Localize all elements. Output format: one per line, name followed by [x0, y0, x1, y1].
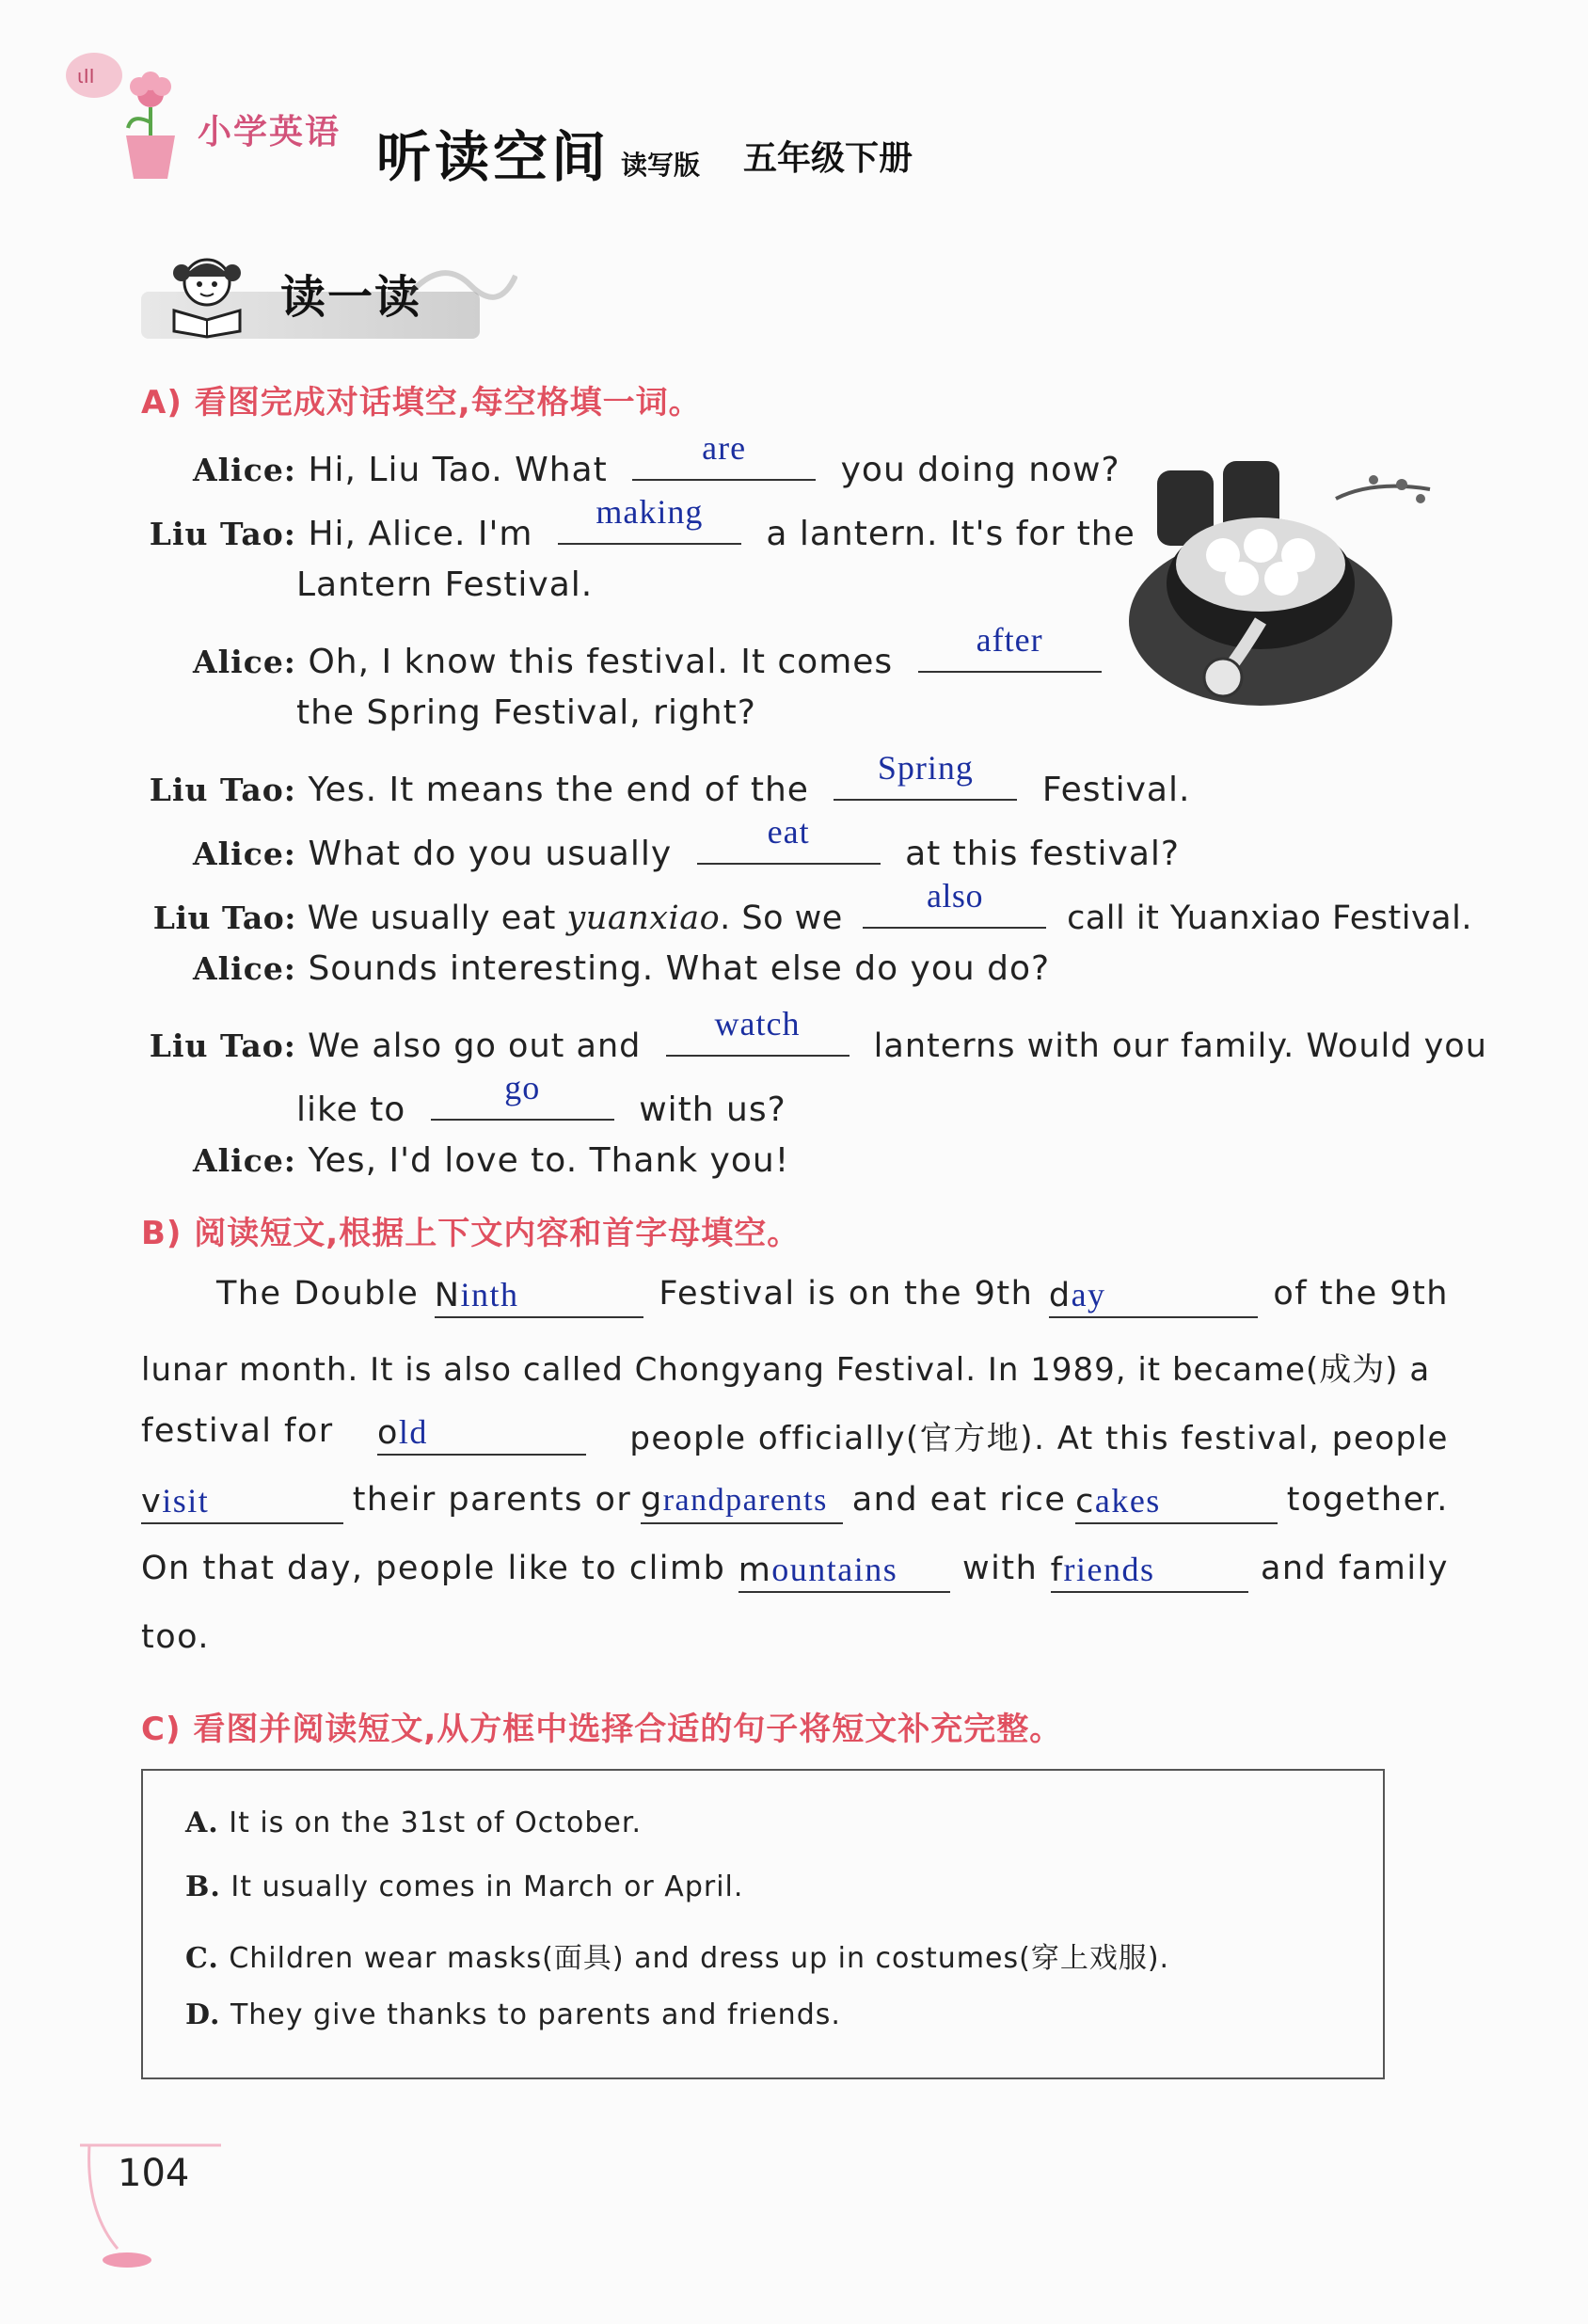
initial-letter: g [640, 1481, 663, 1519]
answer-blank[interactable] [697, 813, 881, 865]
handwritten-answer: Spring [877, 749, 974, 787]
option-letter: A. [185, 1807, 219, 1839]
passage-text: with [962, 1550, 1039, 1587]
line-text-after: lanterns with our family. Would you [873, 1027, 1487, 1065]
line-text-before: like to [296, 1090, 406, 1129]
handwritten-answer: after [976, 621, 1043, 659]
line-text-before: We also go out and [308, 1027, 642, 1065]
option-text: It usually comes in March or April. [230, 1870, 744, 1903]
speaker-label: Alice: [193, 1142, 296, 1179]
header [56, 38, 997, 188]
handwritten-answer: watch [714, 1005, 801, 1043]
speaker-label: Alice: [193, 452, 296, 488]
handwritten-answer: are [702, 429, 747, 467]
answer-blank[interactable] [558, 493, 741, 545]
banner-deco [405, 257, 517, 313]
italic-word: yuanxiao [566, 899, 721, 937]
handwritten-answer: ld [398, 1413, 428, 1451]
initial-letter-blank[interactable] [435, 1275, 643, 1318]
handwritten-answer: ountains [771, 1551, 898, 1588]
speaker-label: Alice: [193, 950, 296, 987]
line-text-after: with us? [639, 1090, 786, 1129]
section-c-instruction: C) 看图并阅读短文,从方框中选择合适的句子将短文补充完整。 [141, 1711, 1063, 1748]
speaker-label: Liu Tao: [152, 899, 296, 936]
line-text-after: a lantern. It's for the [766, 515, 1135, 553]
dialogue-line-5 [296, 693, 756, 732]
dialogue-line-12 [141, 1141, 789, 1180]
section-a-instruction: A) 看图完成对话填空,每空格填一词。 [141, 384, 702, 422]
handwritten-answer: go [504, 1069, 541, 1106]
line-text-after: Festival. [1041, 771, 1191, 809]
passage-line-3 [141, 1412, 1449, 1458]
passage-line-1 [216, 1275, 1449, 1318]
dialogue-line-9 [141, 949, 1050, 988]
initial-letter-blank[interactable] [1075, 1481, 1278, 1524]
grade-label: 五年级下册 [743, 139, 913, 178]
initial-letter-blank[interactable] [1051, 1550, 1248, 1593]
passage-line-4 [141, 1481, 1449, 1524]
option-text: They give thanks to parents and friends. [230, 1998, 841, 2031]
section-b-instruction: B) 阅读短文,根据上下文内容和首字母填空。 [141, 1215, 801, 1252]
line-text-before: We usually eat [307, 899, 556, 937]
passage-line-5 [141, 1550, 1449, 1593]
dialogue-line-11 [296, 1069, 786, 1129]
dialogue-line-7 [141, 813, 1180, 873]
handwritten-answer: also [926, 877, 983, 915]
section-banner [141, 240, 546, 353]
page-number: 104 [118, 2152, 190, 2195]
initial-letter: o [377, 1414, 399, 1452]
passage-text: Festival is on the 9th [659, 1275, 1034, 1313]
dialogue-line-10 [141, 1005, 1487, 1065]
line-text-before: Sounds interesting. What else do you do? [308, 949, 1051, 988]
answer-blank[interactable] [863, 877, 1046, 929]
line-text-before: Yes. It means the end of the [308, 771, 809, 809]
handwritten-answer: making [596, 493, 704, 531]
option-a [185, 1807, 642, 1839]
option-text: Children wear masks(面具) and dress up in costumes(穿上戏服). [229, 1942, 1170, 1975]
option-letter: C. [185, 1942, 219, 1975]
initial-letter: c [1075, 1483, 1095, 1520]
line-text-after: you doing now? [840, 451, 1120, 489]
line-text-after: call it Yuanxiao Festival. [1067, 899, 1472, 937]
option-letter: D. [185, 1998, 221, 2031]
answer-blank[interactable] [834, 749, 1017, 801]
passage-text: and eat rice [851, 1481, 1067, 1519]
initial-letter-blank[interactable] [377, 1412, 586, 1456]
passage-line-6 [141, 1618, 210, 1656]
initial-letter-blank[interactable] [641, 1481, 843, 1524]
svg-text:ιΙΙ: ιΙΙ [77, 65, 95, 88]
dialogue-line-1 [141, 429, 1120, 489]
line-text-before: Lantern Festival. [296, 565, 594, 604]
speaker-label: Liu Tao: [149, 772, 296, 808]
line-text-before: Oh, I know this festival. It comes [308, 643, 894, 681]
dialogue-line-6 [141, 749, 1191, 809]
line-text-before: Hi, Alice. I'm [308, 515, 533, 553]
handwritten-answer: eat [767, 813, 810, 851]
passage-text: On that day, people like to climb [141, 1550, 726, 1587]
brand-title: 听读空间 [376, 125, 611, 189]
passage-text: and family [1260, 1550, 1449, 1587]
speaker-label: Liu Tao: [149, 516, 296, 552]
initial-letter-blank[interactable] [141, 1481, 343, 1524]
brush-stroke-icon [405, 257, 517, 313]
flower-pot-logo [56, 38, 188, 188]
dialogue-line-4 [141, 621, 1115, 681]
dialogue-line-8 [141, 877, 1472, 937]
initial-letter: d [1048, 1277, 1072, 1314]
option-c [185, 1934, 1169, 1976]
dialogue-line-2 [141, 493, 1135, 553]
yuanxiao-bowl-illustration [1120, 442, 1449, 724]
logo-text: 小学英语 [198, 113, 341, 151]
option-d [185, 1998, 841, 2031]
line-text-before: What do you usually [308, 835, 673, 873]
initial-letter: f [1050, 1552, 1064, 1589]
handwritten-answer: isit [162, 1482, 210, 1520]
answer-blank[interactable] [431, 1069, 614, 1121]
options-box [141, 1769, 1385, 2079]
speaker-label: Alice: [193, 644, 296, 680]
handwritten-answer: akes [1094, 1482, 1161, 1520]
dialogue-line-3 [296, 565, 593, 604]
option-letter: B. [185, 1870, 221, 1903]
initial-letter: N [434, 1277, 461, 1314]
handwritten-answer: ay [1071, 1276, 1106, 1313]
passage-text: The Double [216, 1275, 420, 1313]
line-text-before: Yes, I'd love to. Thank you! [308, 1141, 790, 1180]
handwritten-answer: riends [1063, 1551, 1155, 1588]
answer-blank[interactable] [666, 1005, 850, 1057]
line-text-before: the Spring Festival, right? [296, 693, 756, 732]
handwritten-answer: inth [460, 1276, 519, 1313]
initial-letter: m [738, 1552, 772, 1589]
speaker-label: Liu Tao: [149, 1027, 296, 1064]
line-text-after: at this festival? [905, 835, 1180, 873]
answer-blank[interactable] [918, 621, 1102, 673]
reading-girl-icon [165, 245, 278, 339]
handwritten-answer: randparents [662, 1483, 828, 1518]
passage-text: people officially(官方地). At this festival, people [629, 1420, 1449, 1457]
passage-text: festival for [141, 1412, 334, 1450]
option-b [185, 1870, 743, 1903]
speaker-label: Alice: [193, 836, 296, 872]
passage-line-2 [141, 1344, 1449, 1390]
passage-text: of the 9th [1273, 1275, 1449, 1313]
passage-text: together. [1286, 1481, 1449, 1519]
edition-label: 读写版 [621, 150, 701, 181]
line-text-mid: . So we [720, 899, 843, 937]
answer-blank[interactable] [632, 429, 816, 481]
option-text: It is on the 31st of October. [229, 1807, 642, 1839]
passage-text: too. [141, 1618, 211, 1656]
initial-letter-blank[interactable] [1049, 1275, 1258, 1318]
banner-title: 读一读 [280, 271, 422, 324]
line-text-before: Hi, Liu Tao. What [308, 451, 608, 489]
passage-text: their parents or [352, 1481, 632, 1519]
passage-text: lunar month. It is also called Chongyang Festival. In 1989, it became(成为) a [141, 1351, 1431, 1389]
initial-letter: v [141, 1483, 163, 1520]
initial-letter-blank[interactable] [738, 1550, 950, 1593]
